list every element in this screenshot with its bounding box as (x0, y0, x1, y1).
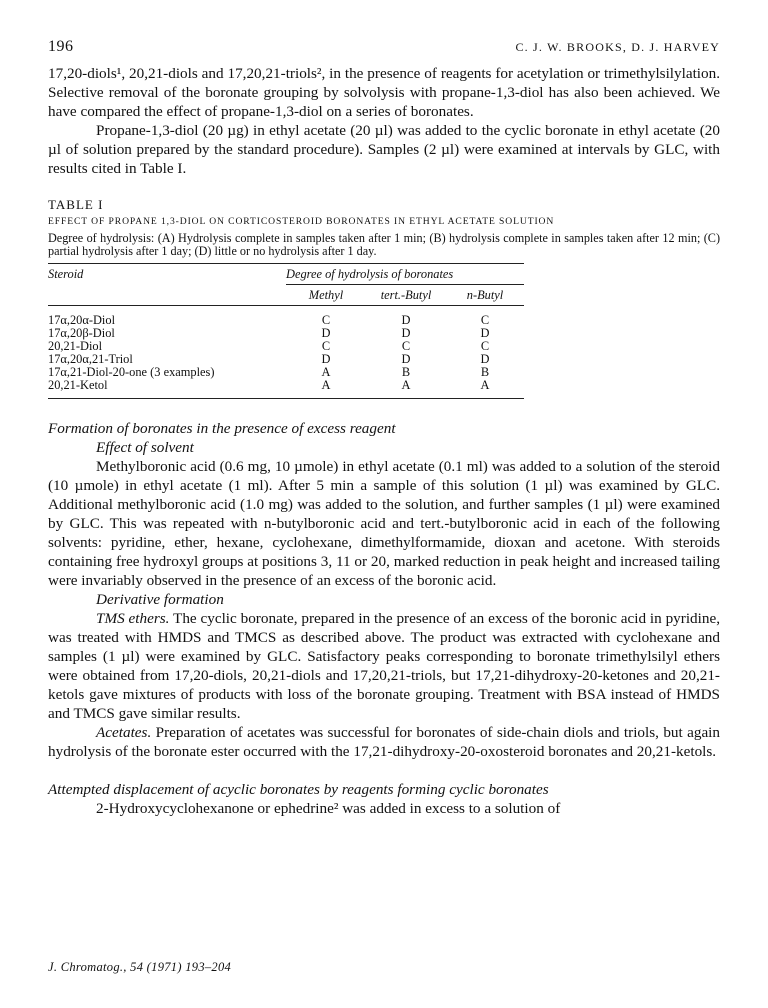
acetates-label: Acetates. (96, 724, 152, 741)
hydrolysis-table (48, 263, 524, 399)
methyl-cell: A (286, 379, 366, 399)
section-heading-formation: Formation of boronates in the presence of excess reagent (48, 420, 396, 437)
page (48, 38, 720, 818)
table-label: TABLE I (48, 197, 104, 212)
running-authors: C. J. W. BROOKS, D. J. HARVEY (515, 40, 720, 54)
section-heading-displacement: Attempted displacement of acyclic boronates by reagents forming cyclic boronates (48, 781, 549, 798)
steroid-cell: 20,21-Ketol (48, 379, 286, 399)
page-number: 196 (48, 38, 74, 55)
steroid-cell: 17α,20β-Diol (48, 326, 115, 340)
methyl-cell: D (321, 352, 331, 366)
steroid-cell: 17α,20α,21-Triol (48, 352, 133, 366)
steroid-cell: 17α,21-Diol-20-one (3 examples) (48, 365, 215, 379)
journal-citation: J. Chromatog., 54 (1971) 193–204 (48, 960, 232, 974)
methyl-cell: D (321, 326, 331, 340)
solvent-paragraph: Methylboronic acid (0.6 mg, 10 µmole) in ethyl acetate (0.1 ml) was added to a solution of the steroid (10 µmole) in ethyl acetate (1 ml). After 5 min a sample of this solution (1 µl) was examined by GLC. Additional methylboronic acid (1.0 mg) was added to the solution, and further samples (1 µl) were examined by GLC. This was repeated with n-butylboronic acid and tert.-butylboronic acid in each of the following solvents: pyridine, ether, hexane, cyclohexane, dimethylformamide, dioxan and acetone. With steroids containing free hydroxyl groups at positions 3, 11 or 20, marked reduction in peak height and increased tailing were invariably observed in the presence of an excess of the boronic acid. (48, 458, 720, 589)
tbutyl-cell: B (401, 365, 411, 379)
col-hydrolysis-header: Degree of hydrolysis of boronates (286, 264, 524, 285)
table-row (48, 379, 524, 399)
table-row (48, 327, 524, 340)
tms-paragraph (48, 609, 720, 723)
nbutyl-cell: D (480, 326, 490, 340)
running-header (48, 38, 720, 64)
col-tbutyl-header: tert.-Butyl (366, 285, 446, 306)
nbutyl-cell: C (480, 313, 490, 327)
methyl-cell: C (321, 339, 331, 353)
nbutyl-cell: B (480, 365, 490, 379)
tbutyl-cell: C (401, 339, 411, 353)
nbutyl-cell: C (480, 339, 490, 353)
table-row (48, 366, 524, 379)
methyl-cell: C (321, 313, 331, 327)
methyl-cell: A (321, 365, 331, 379)
steroid-cell: 20,21-Diol (48, 339, 103, 353)
tbutyl-cell: D (401, 313, 411, 327)
tms-label: TMS ethers. (96, 610, 170, 627)
nbutyl-cell: D (480, 352, 490, 366)
tbutyl-cell: A (366, 379, 446, 399)
table-note: Degree of hydrolysis: (A) Hydrolysis complete in samples taken after 1 min; (B) hydrolysis complete in samples taken after 12 min; (C) partial hydrolysis after 1 day; (D) little or no hydrolysis after 1 day. (48, 231, 720, 258)
journal-footer (48, 960, 231, 975)
intro-paragraph: 17,20-diols¹, 20,21-diols and 17,20,21-triols², in the presence of reagents for acetylation or trimethylsilylation. Selective removal of the boronate grouping by solvolysis with propane-1,3-diol has also been achieved. We have compared the effect of propane-1,3-diol on a series of boronates. (48, 65, 720, 120)
col-nbutyl-header: n-Butyl (446, 285, 524, 306)
table-caption: EFFECT OF PROPANE 1,3-DIOL ON CORTICOSTEROID BORONATES IN ETHYL ACETATE SOLUTION (48, 216, 555, 227)
col-steroid-header: Steroid (48, 266, 84, 281)
table-row (48, 314, 524, 327)
subheading-derivative: Derivative formation (96, 591, 224, 608)
tms-text: The cyclic boronate, prepared in the presence of an excess of the boronic acid in pyridine, was treated with HMDS and TMCS as described above. The product was extracted with cyclohexane and samples (1 µl) were examined by GLC. Satisfactory peaks corresponding to boronate trimethylsilyl ethers were obtained from 17,20-diols, 20,21-diols and 17,20,21-triols, but 17,21-dihydroxy-20-ketones and 20,21-ketols gave mixtures of products with loss of the boronate grouping. Treatment with BSA instead of HMDS and TMCS gave similar results. (48, 610, 721, 722)
col-methyl-header: Methyl (286, 285, 366, 306)
acetates-paragraph (48, 723, 720, 761)
tbutyl-cell: D (401, 352, 411, 366)
tbutyl-cell: D (401, 326, 411, 340)
subheading-solvent: Effect of solvent (96, 439, 194, 456)
nbutyl-cell: A (446, 379, 524, 399)
displacement-paragraph: 2-Hydroxycyclohexanone or ephedrine² was added in excess to a solution of (96, 800, 561, 817)
acetates-text: Preparation of acetates was successful for boronates of side-chain diols and triols, but again hydrolysis of the boronate ester occurred with the 17,21-dihydroxy-20-oxosteroid boronates and 20,21-ketols. (48, 724, 720, 760)
intro-paragraph-2: Propane-1,3-diol (20 µg) in ethyl acetate (20 µl) was added to the cyclic boronate in ethyl acetate (20 µl of solution prepared by the standard procedure). Samples (2 µl) were examined at intervals by GLC, with results cited in Table I. (48, 122, 720, 177)
steroid-cell: 17α,20α-Diol (48, 313, 116, 327)
